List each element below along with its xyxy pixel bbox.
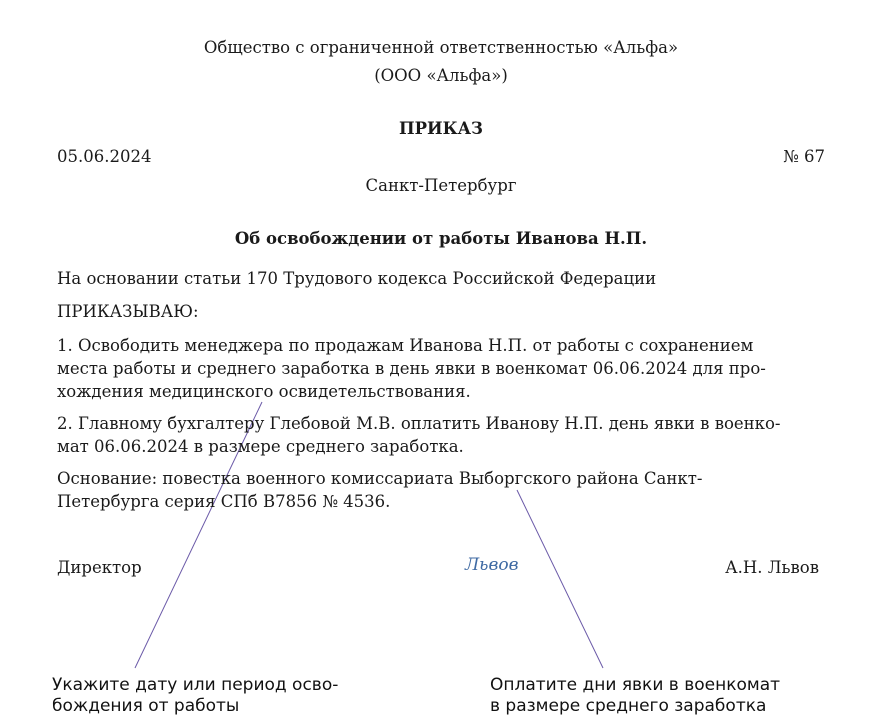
annotation-right-line: в размере среднего заработка (490, 696, 767, 716)
handwritten-signature: Львов (465, 555, 519, 575)
annotation-left (52, 675, 338, 717)
order-word: ПРИКАЗЫВАЮ: (57, 302, 199, 321)
annotation-left-line: Укажите дату или период осво- (52, 675, 339, 695)
order-number: № 67 (783, 147, 825, 166)
city: Санкт-Петербург (365, 176, 517, 195)
document-type-title: ПРИКАЗ (399, 119, 483, 138)
grounds-paragraph (57, 467, 702, 513)
annotation-right (490, 675, 780, 717)
order-item-1-line: места работы и среднего заработка в день явки в военкомат 06.06.2024 для про- (57, 359, 766, 378)
grounds-line: Основание: повестка военного комиссариата Выборгского района Санкт- (57, 469, 703, 488)
basis-intro: На основании статьи 170 Трудового кодекса Российской Федерации (57, 269, 657, 288)
order-date: 05.06.2024 (57, 147, 152, 166)
order-item-1-line: хождения медицинского освидетельствования. (57, 382, 471, 401)
order-subject: Об освобождении от работы Иванова Н.П. (234, 229, 648, 248)
order-item-1-line: 1. Освободить менеджера по продажам Иванова Н.П. от работы с сохранением (57, 336, 754, 355)
organization-full-name: Общество с ограниченной ответственностью «Альфа» (203, 38, 679, 57)
annotation-right-line: Оплатите дни явки в военкомат (490, 675, 781, 695)
order-item-2-line: мат 06.06.2024 в размере среднего заработка. (57, 437, 464, 456)
order-item-2 (57, 412, 781, 458)
signatory-position: Директор (57, 558, 142, 577)
leader-line-right (517, 490, 603, 668)
signatory-name: А.Н. Львов (725, 558, 819, 577)
grounds-line: Петербурга серия СПб В7856 № 4536. (57, 492, 391, 511)
organization-short-name: (ООО «Альфа») (374, 66, 508, 85)
order-item-2-line: 2. Главному бухгалтеру Глебовой М.В. оплатить Иванову Н.П. день явки в военко- (57, 414, 781, 433)
order-item-1 (57, 334, 766, 403)
annotation-left-line: бождения от работы (52, 696, 240, 716)
